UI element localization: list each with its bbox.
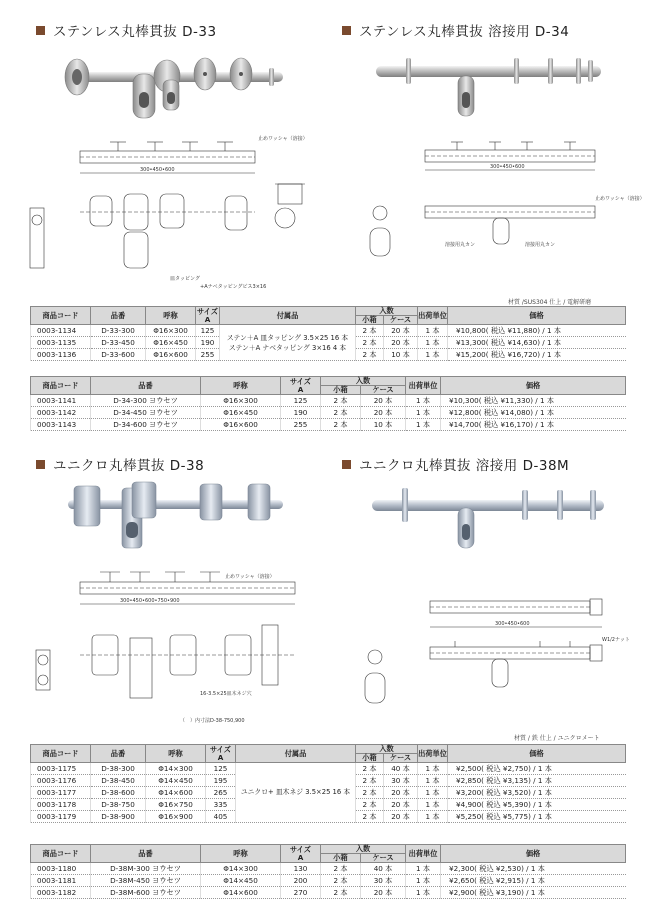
cell-name: Φ16×600 [201, 419, 281, 431]
cell-part: D-38M-450 ヨウセツ [91, 875, 201, 887]
section-title-d38m [342, 456, 569, 472]
cell-price: ¥13,300( 税込 ¥14,630) / 1 本 [448, 337, 626, 349]
cell-case: 20 本 [384, 799, 418, 811]
header-name: 呼称 [146, 745, 206, 763]
cell-case: 30 本 [361, 875, 406, 887]
cell-unit: 1 本 [418, 349, 448, 361]
cell-size: 200 [281, 875, 321, 887]
section-title-text: ステンレス丸棒貫抜 溶接用 D-34 [359, 24, 570, 40]
header-case: ケース [361, 854, 406, 863]
cell-price: ¥2,500( 税込 ¥2,750) / 1 本 [448, 763, 626, 775]
cell-case: 20 本 [361, 395, 406, 407]
cell-size: 125 [281, 395, 321, 407]
cell-price: ¥3,200( 税込 ¥3,520) / 1 本 [448, 787, 626, 799]
cell-small: 2 本 [356, 775, 384, 787]
cell-part: D-33-300 [91, 325, 146, 337]
header-small: 小箱 [356, 316, 384, 325]
cell-code: 0003-1143 [31, 419, 91, 431]
header-qty: 入数 [356, 745, 418, 754]
header-price: 価格 [448, 307, 626, 325]
cell-case: 10 本 [361, 419, 406, 431]
table-row [31, 395, 626, 407]
cell-code: 0003-1136 [31, 349, 91, 361]
cell-name: Φ14×450 [146, 775, 206, 787]
header-small: 小箱 [356, 754, 384, 763]
cell-case: 30 本 [384, 775, 418, 787]
material-note-bottom: 材質 / 鉄 仕上 / ユニクロメート [514, 735, 600, 742]
section-title-text: ユニクロ丸棒貫抜 D-38 [53, 458, 205, 474]
cell-small: 2 本 [356, 325, 384, 337]
cell-price: ¥4,900( 税込 ¥5,390) / 1 本 [448, 799, 626, 811]
d34-technical-drawing [325, 128, 645, 293]
header-unit: 出荷単位 [406, 845, 441, 863]
cell-code: 0003-1181 [31, 875, 91, 887]
cell-part: D-38-750 [91, 799, 146, 811]
cell-code: 0003-1182 [31, 887, 91, 899]
table-row [31, 875, 626, 887]
d34-spec-table [30, 376, 626, 431]
header-unit: 出荷単位 [406, 377, 441, 395]
cell-size: 255 [196, 349, 220, 361]
header-accessory: 付属品 [236, 745, 356, 763]
cell-name: Φ14×450 [201, 875, 281, 887]
cell-part: D-33-600 [91, 349, 146, 361]
cell-unit: 1 本 [418, 787, 448, 799]
table-row [31, 419, 626, 431]
cell-case: 20 本 [384, 325, 418, 337]
cell-part: D-38M-600 ヨウセツ [91, 887, 201, 899]
header-qty: 入数 [321, 845, 406, 854]
header-code: 商品コード [31, 307, 91, 325]
header-small: 小箱 [321, 854, 361, 863]
cell-case: 20 本 [384, 337, 418, 349]
header-qty: 入数 [356, 307, 418, 316]
cell-case: 20 本 [361, 407, 406, 419]
d38m-product-photo [372, 478, 612, 556]
cell-size: 270 [281, 887, 321, 899]
header-code: 商品コード [31, 845, 91, 863]
cell-part: D-38-300 [91, 763, 146, 775]
header-name: 呼称 [201, 845, 281, 863]
d38m-nut-label: W1/2ナット [602, 637, 630, 643]
cell-name: Φ16×900 [146, 811, 206, 823]
d38-technical-drawing [20, 560, 325, 730]
cell-code: 0003-1180 [31, 863, 91, 875]
d38m-technical-drawing [340, 595, 635, 720]
header-name: 呼称 [146, 307, 196, 325]
cell-price: ¥10,300( 税込 ¥11,330) / 1 本 [441, 395, 626, 407]
cell-unit: 1 本 [406, 887, 441, 899]
cell-case: 20 本 [384, 787, 418, 799]
header-size: サイズ A [281, 377, 321, 395]
section-title-d33 [36, 22, 217, 38]
d38-washer-label: 止めワッシャ（溶接） [225, 574, 275, 580]
cell-price: ¥10,800( 税込 ¥11,880) / 1 本 [448, 325, 626, 337]
header-part: 品番 [91, 745, 146, 763]
cell-name: Φ16×300 [201, 395, 281, 407]
cell-name: Φ14×300 [201, 863, 281, 875]
section-title-d38 [36, 456, 204, 472]
cell-code: 0003-1135 [31, 337, 91, 349]
cell-part: D-38-900 [91, 811, 146, 823]
section-title-text: ユニクロ丸棒貫抜 溶接用 D-38M [359, 458, 570, 474]
cell-small: 2 本 [356, 337, 384, 349]
cell-size: 190 [281, 407, 321, 419]
d33-product-photo [55, 48, 285, 123]
cell-unit: 1 本 [418, 775, 448, 787]
d38-spec-table [30, 744, 626, 823]
cell-name: Φ16×450 [146, 337, 196, 349]
cell-small: 2 本 [356, 787, 384, 799]
cell-unit: 1 本 [418, 811, 448, 823]
d34-product-photo [376, 48, 606, 128]
cell-code: 0003-1179 [31, 811, 91, 823]
cell-size: 190 [196, 337, 220, 349]
d34-weld2-label: 溶接用丸カン [525, 242, 556, 248]
header-qty: 入数 [321, 377, 406, 386]
d33-washer-label: 止めワッシャ（溶接） [258, 136, 308, 142]
cell-accessory: ステン＋A 皿タッピング 3.5×25 16 本 ステン＋A ナベタッピング 3×16 4 本 [220, 325, 356, 361]
header-price: 価格 [441, 377, 626, 395]
header-price: 価格 [448, 745, 626, 763]
cell-name: Φ14×600 [146, 787, 206, 799]
cell-small: 2 本 [356, 763, 384, 775]
cell-small: 2 本 [356, 349, 384, 361]
cell-size: 265 [206, 787, 236, 799]
cell-size: 125 [206, 763, 236, 775]
cell-size: 195 [206, 775, 236, 787]
cell-part: D-38-450 [91, 775, 146, 787]
cell-part: D-38M-300 ヨウセツ [91, 863, 201, 875]
cell-code: 0003-1175 [31, 763, 91, 775]
cell-unit: 1 本 [406, 395, 441, 407]
section-marker [36, 460, 45, 469]
section-marker [36, 26, 45, 35]
cell-size: 335 [206, 799, 236, 811]
header-case: ケース [384, 316, 418, 325]
table-row [31, 763, 626, 775]
cell-part: D-34-600 ヨウセツ [91, 419, 201, 431]
header-small: 小箱 [321, 386, 361, 395]
cell-name: Φ14×300 [146, 763, 206, 775]
header-size: サイズ A [281, 845, 321, 863]
cell-price: ¥15,200( 税込 ¥16,720) / 1 本 [448, 349, 626, 361]
cell-code: 0003-1142 [31, 407, 91, 419]
cell-small: 2 本 [321, 887, 361, 899]
d38m-length-label: 300•450•600 [495, 621, 530, 627]
section-title-d34 [342, 22, 569, 38]
header-size: サイズ A [197, 306, 218, 324]
cell-case: 20 本 [361, 887, 406, 899]
table-row [31, 325, 626, 337]
cell-name: Φ14×600 [201, 887, 281, 899]
cell-price: ¥14,700( 税込 ¥16,170) / 1 本 [441, 419, 626, 431]
cell-price: ¥2,650( 税込 ¥2,915) / 1 本 [441, 875, 626, 887]
section-marker [342, 26, 351, 35]
cell-case: 10 本 [384, 349, 418, 361]
d33-sara-label: 皿タッピング [170, 276, 200, 282]
cell-code: 0003-1178 [31, 799, 91, 811]
cell-unit: 1 本 [418, 337, 448, 349]
section-marker [342, 460, 351, 469]
header-part: 品番 [91, 845, 201, 863]
d33-screw-label: +Aナベタッピングビス3×16 [200, 284, 267, 290]
cell-price: ¥2,900( 税込 ¥3,190) / 1 本 [441, 887, 626, 899]
cell-part: D-38-600 [91, 787, 146, 799]
table-row [31, 863, 626, 875]
section-title-text: ステンレス丸棒貫抜 D-33 [53, 24, 217, 40]
cell-code: 0003-1134 [31, 325, 91, 337]
d33-length-label: 300•450•600 [140, 167, 175, 173]
cell-unit: 1 本 [406, 407, 441, 419]
header-code: 商品コード [31, 745, 91, 763]
cell-small: 2 本 [356, 799, 384, 811]
d34-weld1-label: 溶接用丸カン [445, 242, 476, 248]
cell-name: Φ16×750 [146, 799, 206, 811]
header-size: サイズ A [206, 745, 236, 763]
cell-price: ¥12,800( 税込 ¥14,080) / 1 本 [441, 407, 626, 419]
header-part: 品番 [91, 307, 146, 325]
cell-unit: 1 本 [406, 863, 441, 875]
d38-note-label: （ ）内寸法D-38-750,900 [180, 718, 245, 724]
header-accessory: 付属品 [220, 307, 356, 325]
header-unit: 出荷単位 [418, 307, 448, 325]
cell-part: D-34-450 ヨウセツ [91, 407, 201, 419]
d38-length-label: 300•450•600•750•900 [120, 598, 180, 604]
d33-technical-drawing [20, 128, 320, 298]
header-name: 呼称 [201, 377, 281, 395]
cell-part: D-33-450 [91, 337, 146, 349]
header-case: ケース [384, 754, 418, 763]
d34-length-label: 300•450•600 [490, 164, 525, 170]
cell-price: ¥2,850( 税込 ¥3,135) / 1 本 [448, 775, 626, 787]
cell-small: 2 本 [321, 419, 361, 431]
cell-small: 2 本 [321, 863, 361, 875]
d38-product-photo [60, 478, 290, 558]
d38m-spec-table [30, 844, 626, 899]
header-unit: 出荷単位 [418, 745, 448, 763]
cell-small: 2 本 [321, 875, 361, 887]
cell-small: 2 本 [321, 407, 361, 419]
cell-case: 40 本 [361, 863, 406, 875]
cell-case: 40 本 [384, 763, 418, 775]
cell-unit: 1 本 [406, 875, 441, 887]
cell-price: ¥5,250( 税込 ¥5,775) / 1 本 [448, 811, 626, 823]
cell-name: Φ16×300 [146, 325, 196, 337]
material-note-top: 材質 /SUS304 仕上 / 電解研磨 [508, 299, 592, 306]
cell-name: Φ16×450 [201, 407, 281, 419]
cell-size: 130 [281, 863, 321, 875]
header-part: 品番 [91, 377, 201, 395]
table-row [31, 407, 626, 419]
table-row [31, 887, 626, 899]
cell-unit: 1 本 [406, 419, 441, 431]
cell-size: 125 [196, 325, 220, 337]
cell-part: D-34-300 ヨウセツ [91, 395, 201, 407]
cell-accessory: ユニクロ+ 皿木ネジ 3.5×25 16 本 [236, 763, 356, 823]
cell-small: 2 本 [356, 811, 384, 823]
cell-price: ¥2,300( 税込 ¥2,530) / 1 本 [441, 863, 626, 875]
cell-code: 0003-1176 [31, 775, 91, 787]
cell-unit: 1 本 [418, 763, 448, 775]
cell-unit: 1 本 [418, 799, 448, 811]
cell-unit: 1 本 [418, 325, 448, 337]
cell-small: 2 本 [321, 395, 361, 407]
cell-code: 0003-1177 [31, 787, 91, 799]
cell-case: 20 本 [384, 811, 418, 823]
header-price: 価格 [441, 845, 626, 863]
cell-size: 405 [206, 811, 236, 823]
cell-code: 0003-1141 [31, 395, 91, 407]
cell-size: 255 [281, 419, 321, 431]
d38-screw-label: 16-3.5×25皿木ネジ穴 [200, 691, 252, 697]
header-code: 商品コード [31, 377, 91, 395]
d34-washer-label: 止めワッシャ（溶接） [595, 196, 645, 202]
cell-name: Φ16×600 [146, 349, 196, 361]
d33-spec-table [30, 306, 626, 361]
header-case: ケース [361, 386, 406, 395]
